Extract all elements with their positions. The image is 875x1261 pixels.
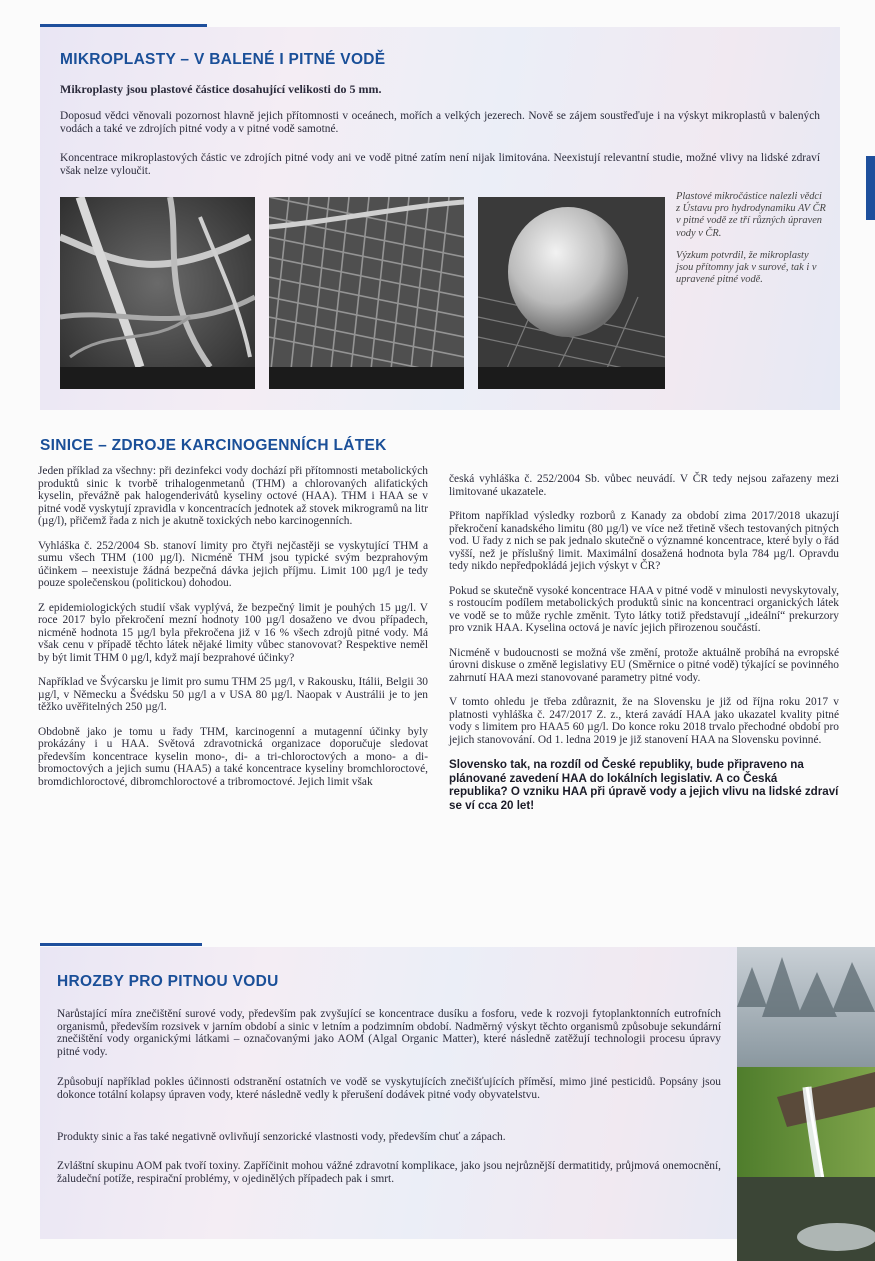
right-paragraph-4: Nicméně v budoucnosti se možná vše změní, protože aktuálně probíhá na evropské úrovni diskuse o změně legislativy EU (Směrnice o pitné vodě) týkající se povinného zahrnutí HAA mezi stanovované parametry pitné vody. bbox=[449, 646, 839, 684]
left-paragraph-2: Vyhláška č. 252/2004 Sb. stanoví limity pro čtyři nejčastěji se vyskytující THM a sumu všech THM (100 µg/l). Nicméně THM jsou typické svým bezprahovým účinkem – neexistuje žádná bezpečná dávka jejich příjmu. Limit 100 µg/l je tedy pouze společenskou (politickou) dohodou. bbox=[38, 539, 428, 589]
left-paragraph-5: Obdobně jako je tomu u řady THM, karcinogenní a mutagenní účinky byly prokázány i u HAA. Světová zdravotnická organizace doporučuje sledovat především koncentrace kyselin mono-, di- a tri-chloroctových a mono- a di- bromoctových a jejich sumu (HAA5) a také koncentrace kyseliny bromchloroctové, bromdichloroctové, dibromchloroctové a tribromoctové. Jejich limit však bbox=[38, 725, 428, 788]
section3-top-rule bbox=[40, 943, 202, 946]
bold-conclusion: Slovensko tak, na rozdíl od České republiky, bude připraveno na plánované zavedení HAA do lokálních legislativ. A co Česká republika? O vzniku HAA při úpravě vody a jejich vlivu na lidské zdraví se ví cca 20 let! bbox=[449, 758, 839, 812]
left-paragraph-1: Jeden příklad za všechny: při dezinfekci vody dochází při přítomnosti metabolických produktů sinic k tvorbě trihalogenmetanů (THM) a chlorovaných alifatických kyselin, převážně pak halogenderivátů kyseliny octové (HAA). THM i HAA se v pitné vodě vyskytují zpravidla v koncentracích jednotek až stovek mikrogramů na litr (µg/l), přičemž řada z nich je akutně toxických nebo karcinogenních. bbox=[38, 465, 429, 527]
threats-paragraph-3: Produkty sinic a řas také negativně ovlivňují senzorické vlastnosti vody, především chuť a zápach. bbox=[57, 1131, 506, 1143]
sem-photo-particle bbox=[478, 197, 665, 389]
right-paragraph-2: Přitom například výsledky rozborů z Kanady za období zima 2017/2018 ukazují překročení kanadského limitu (80 µg/l) ve více než třetině všech testovaných pitných vod. U řady z nich se pak jednalo skutečně o významné koncentrace, které byly o řád vyšší, než je příslušný limit. Maximální dosažená hodnota byla 784 µg/l. Opravdu tedy nikdo nepředpokládá jejich výskyt v ČR? bbox=[449, 510, 839, 572]
side-tab-marker bbox=[866, 156, 875, 220]
right-paragraph-3: Pokud se skutečně vysoké koncentrace HAA v pitné vodě v minulosti nevyskytovaly, s rostoucím podílem metabolických produktů sinic na koncentraci organických látek ve vodě se to může rychle změnit. Tyto látky totiž představují „ideální“ prekurzory pro vznik HAA. Kyselina octová je navíc jejich přirozenou součástí. bbox=[449, 584, 839, 634]
threats-title: HROZBY PRO PITNOU VODU bbox=[57, 973, 279, 990]
photo-caption bbox=[676, 191, 828, 296]
microplastics-paragraph-1: Doposud vědci věnovali pozornost hlavně jejich přítomnosti v oceánech, mořích a velkých jezerech. Nově se zájem soustřeďuje i na výskyt mikroplastů v balených vodách a také ve zdrojích pitné vody a v pitné vodě samotné. bbox=[60, 110, 820, 135]
cyanobacteria-left-column bbox=[38, 465, 428, 800]
left-paragraph-4: Například ve Švýcarsku je limit pro sumu THM 25 µg/l, v Rakousku, Itálii, Belgii 30 µg/l, v Německu a Švédsku 50 µg/l a v USA 80 µg/l. Naopak v Austrálii je to jen těžko uvěřitelných 250 µg/l. bbox=[38, 676, 428, 713]
photo-caption-2: Výzkum potvrdil, že mikroplasty jsou přítomny jak v surové, tak i v upravené pitné vodě. bbox=[676, 249, 817, 286]
sem-photo-fibers bbox=[60, 197, 255, 389]
microplastics-paragraph-2: Koncentrace mikroplastových částic ve zdrojích pitné vody ani ve vodě pitné zatím není nijak limitována. Neexistují relevantní studie, možné vlivy na lidské zdraví však nelze vyloučit. bbox=[60, 152, 820, 177]
left-paragraph-3: Z epidemiologických studií však vyplývá, že bezpečný limit je pouhých 15 µg/l. V roce 2017 bylo překročení mezní hodnoty 100 µg/l dosaženo ve dvou případech, nicméně hodnota 15 µg/l byla překročena již v 16 % všech zdrojů pitné vody. Má však cenu v případě těchto látek nějaké limity vůbec stanovovat? Respektive neměl by být limit THM 0 µg/l, když mají bezprahové účinky? bbox=[38, 601, 428, 664]
microplastics-lead: Mikroplasty jsou plastové částice dosahující velikosti do 5 mm. bbox=[60, 82, 382, 96]
microplastics-title: MIKROPLASTY – V BALENÉ I PITNÉ VODĚ bbox=[60, 51, 386, 68]
photo-caption-1: Plastové mikročástice nalezli vědci z Ústavu pro hydrodynamiku AV ČR v pitné vodě ze tří různých úpraven vody v ČR. bbox=[676, 191, 826, 239]
sem-photo-mesh bbox=[269, 197, 464, 389]
threats-paragraph-1: Narůstající míra znečištění surové vody, především pak zvyšující se koncentrace dusíku a fosforu, vede k rozvoji fytoplanktonních eutrofních organismů, především rozsivek v jarním období a sinic v letním a podzimním období. Nadměrný výskyt těchto organismů způsobuje sekundární znečištění vody organickými látkami – označovanými jako AOM (Algal Organic Matter), které následně zatěžují technologii procesu úpravy pitné vody. bbox=[57, 1008, 721, 1058]
cyanobacteria-right-column bbox=[449, 473, 839, 824]
threats-paragraph-4: Zvláštní skupinu AOM pak tvoří toxiny. Zapříčinit mohou vážné zdravotní komplikace, jako jsou nejrůznější dermatitidy, průjmová onemocnění, žaludeční potíže, respirační problémy, v ojedinělých případech pak i smrt. bbox=[57, 1160, 721, 1185]
cyanobacteria-title: SINICE – ZDROJE KARCINOGENNÍCH LÁTEK bbox=[40, 437, 387, 454]
right-paragraph-1: česká vyhláška č. 252/2004 Sb. vůbec neuvádí. V ČR tedy nejsou zařazeny mezi limitované ukazatele. bbox=[449, 473, 839, 498]
threats-paragraph-2: Způsobují například pokles účinnosti odstranění ostatních ve vodě se vyskytujících znečišťujících příměsí, mimo jiné pesticidů. Popsány jsou dokonce totální kolapsy úpraven vody, které následně vedly k přerušení dodávek pitné vody obyvatelstvu. bbox=[57, 1076, 721, 1101]
water-spring-photo bbox=[737, 947, 875, 1261]
right-paragraph-5: V tomto ohledu je třeba zdůraznit, že na Slovensku je již od října roku 2017 v platnosti vyhláška č. 247/2017 Z. z., která zavádí HAA jako ukazatel kvality pitné vody s limitem pro HAA5 60 µg/l. Do konce roku 2018 trvalo přechodné období pro jejich stanovování. Od 1. ledna 2019 je již stanovení HAA na Slovensku povinné. bbox=[449, 696, 839, 746]
